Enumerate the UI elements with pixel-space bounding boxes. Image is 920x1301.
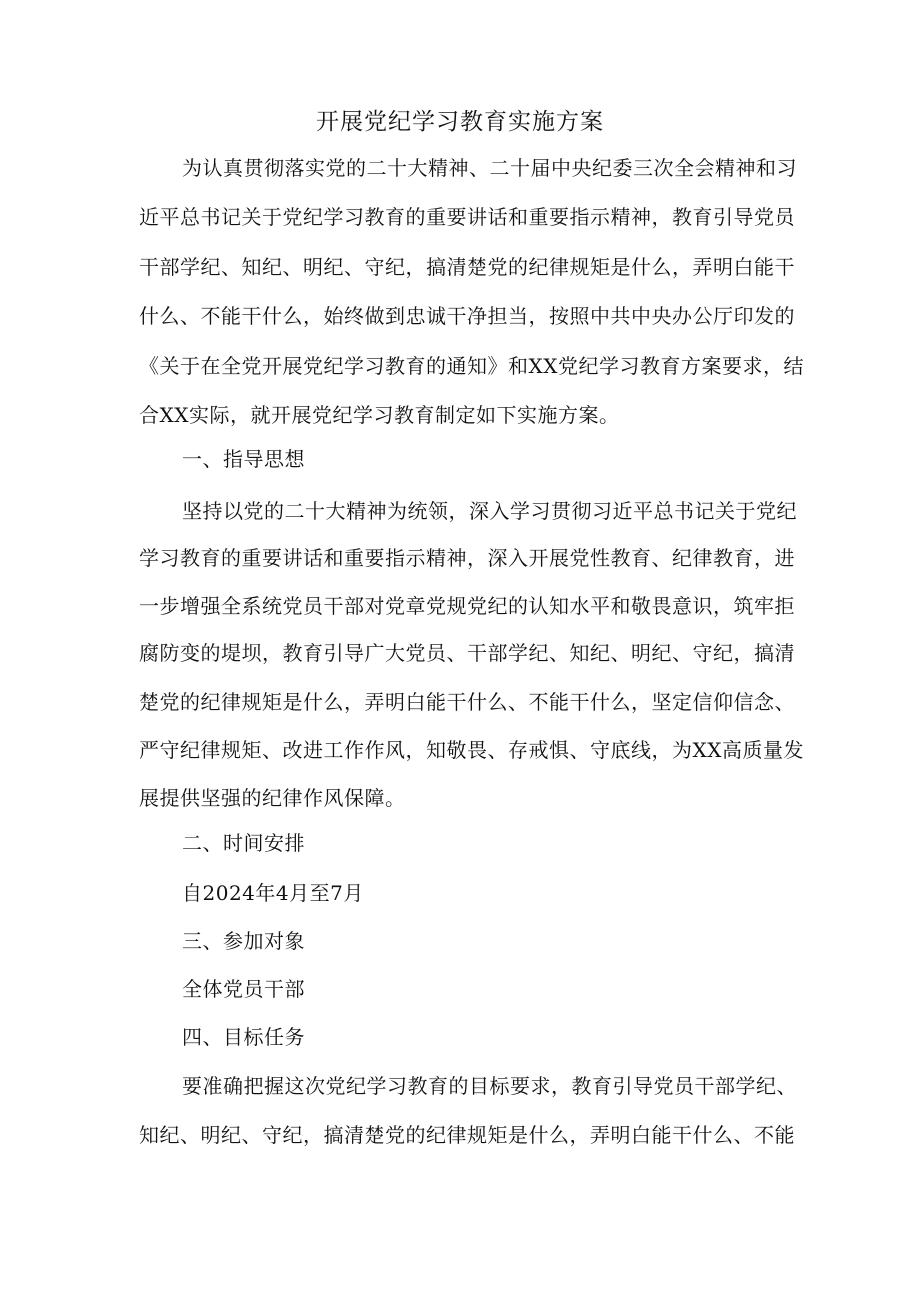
paragraph-line: 什么、不能干什么，始终做到忠诚干净担当，按照中共中央办公厅印发的 [139, 304, 795, 328]
paragraph-line: 楚党的纪律规矩是什么，弄明白能干什么、不能干什么，坚定信仰信念、 [139, 690, 795, 714]
paragraph-line: 严守纪律规矩、改进工作作风，知敬畏、存戒惧、守底线，为XX高质量发 [139, 738, 804, 762]
paragraph-line: 为认真贯彻落实党的二十大精神、二十届中央纪委三次全会精神和习 [182, 156, 797, 180]
paragraph-line: 干部学纪、知纪、明纪、守纪，搞清楚党的纪律规矩是什么，弄明白能干 [139, 255, 795, 279]
paragraph-line: 要准确把握这次党纪学习教育的目标要求，教育引导党员干部学纪、 [182, 1074, 797, 1098]
section-heading: 四、目标任务 [182, 1025, 305, 1049]
paragraph-line: 《关于在全党开展党纪学习教育的通知》和XX党纪学习教育方案要求，结 [139, 354, 804, 378]
paragraph-line: 知纪、明纪、守纪，搞清楚党的纪律规矩是什么，弄明白能干什么、不能 [139, 1123, 795, 1147]
paragraph-line: 自2024年4月至7月 [182, 881, 364, 905]
paragraph-line: 一步增强全系统党员干部对党章党规党纪的认知水平和敬畏意识，筑牢拒 [139, 594, 795, 618]
section-heading: 一、指导思想 [182, 447, 305, 471]
section-heading: 二、时间安排 [182, 831, 305, 855]
paragraph-line: 近平总书记关于党纪学习教育的重要讲话和重要指示精神，教育引导党员 [139, 205, 795, 229]
document-title: 开展党纪学习教育实施方案 [316, 109, 604, 135]
paragraph-line: 腐防变的堤坝，教育引导广大党员、干部学纪、知纪、明纪、守纪，搞清 [139, 641, 795, 665]
paragraph-line: 学习教育的重要讲话和重要指示精神，深入开展党性教育、纪律教育，进 [139, 546, 795, 570]
paragraph-line: 坚持以党的二十大精神为统领，深入学习贯彻习近平总书记关于党纪 [182, 499, 797, 523]
section-heading: 三、参加对象 [182, 929, 305, 953]
paragraph-line: 合XX实际，就开展党纪学习教育制定如下实施方案。 [139, 403, 620, 427]
paragraph-line: 全体党员干部 [182, 977, 305, 1001]
paragraph-line: 展提供坚强的纪律作风保障。 [139, 786, 406, 810]
